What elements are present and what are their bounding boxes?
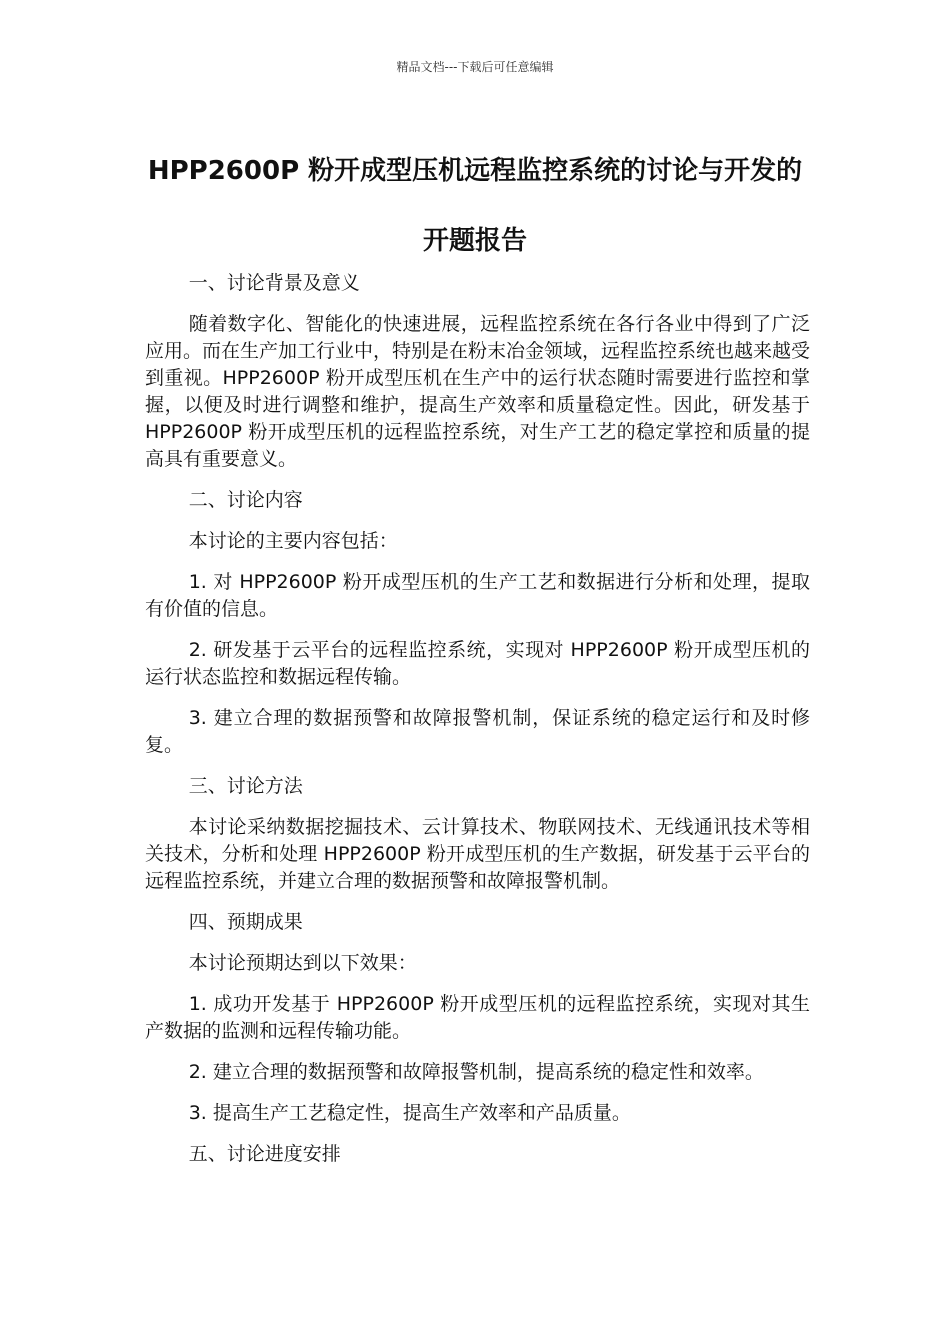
section-heading-content: 二、讨论内容 [188, 489, 303, 511]
section-heading-method: 三、讨论方法 [188, 775, 303, 797]
section-heading-background: 一、讨论背景及意义 [188, 272, 360, 294]
paragraph-method: 本讨论采纳数据挖掘技术、云计算技术、物联网技术、无线通讯技术等相关技术，分析和处理 HPP2600P 粉开成型压机的生产数据，研发基于云平台的远程监控系统，并建立合理的数据预警和故障报警机制。 [145, 816, 810, 892]
header-note: 精品文档---下载后可任意编辑 [396, 60, 554, 74]
section-heading-results: 四、预期成果 [188, 911, 303, 933]
list-item-results-3: 3. 提高生产工艺稳定性，提高生产效率和产品质量。 [188, 1102, 631, 1124]
paragraph-results-intro: 本讨论预期达到以下效果： [188, 952, 417, 974]
section-heading-schedule: 五、讨论进度安排 [188, 1143, 341, 1165]
list-item-results-2: 2. 建立合理的数据预警和故障报警机制，提高系统的稳定性和效率。 [188, 1061, 764, 1083]
list-item-content-2: 2. 研发基于云平台的远程监控系统，实现对 HPP2600P 粉开成型压机的运行状态监控和数据远程传输。 [145, 639, 810, 688]
list-item-content-1: 1. 对 HPP2600P 粉开成型压机的生产工艺和数据进行分析和处理，提取有价值的信息。 [145, 571, 810, 620]
document-body [145, 270, 810, 1182]
paragraph-background: 随着数字化、智能化的快速进展，远程监控系统在各行各业中得到了广泛应用。而在生产加工行业中，特别是在粉末冶金领域，远程监控系统也越来越受到重视。HPP2600P 粉开成型压机在生产中的运行状态随时需要进行监控和掌握，以便及时进行调整和维护，提高生产效率和质量稳定性。因此，研发基于 HPP2600P 粉开成型压机的远程监控系统，对生产工艺的稳定掌控和质量的提高具有重要意义。 [145, 313, 811, 470]
paragraph-content-intro: 本讨论的主要内容包括： [188, 530, 398, 552]
list-item-results-1: 1. 成功开发基于 HPP2600P 粉开成型压机的远程监控系统，实现对其生产数据的监测和远程传输功能。 [145, 993, 810, 1042]
document-title: HPP2600P 粉开成型压机远程监控系统的讨论与开发的开题报告 [147, 156, 803, 256]
list-item-content-3: 3. 建立合理的数据预警和故障报警机制，保证系统的稳定运行和及时修复。 [145, 707, 810, 756]
